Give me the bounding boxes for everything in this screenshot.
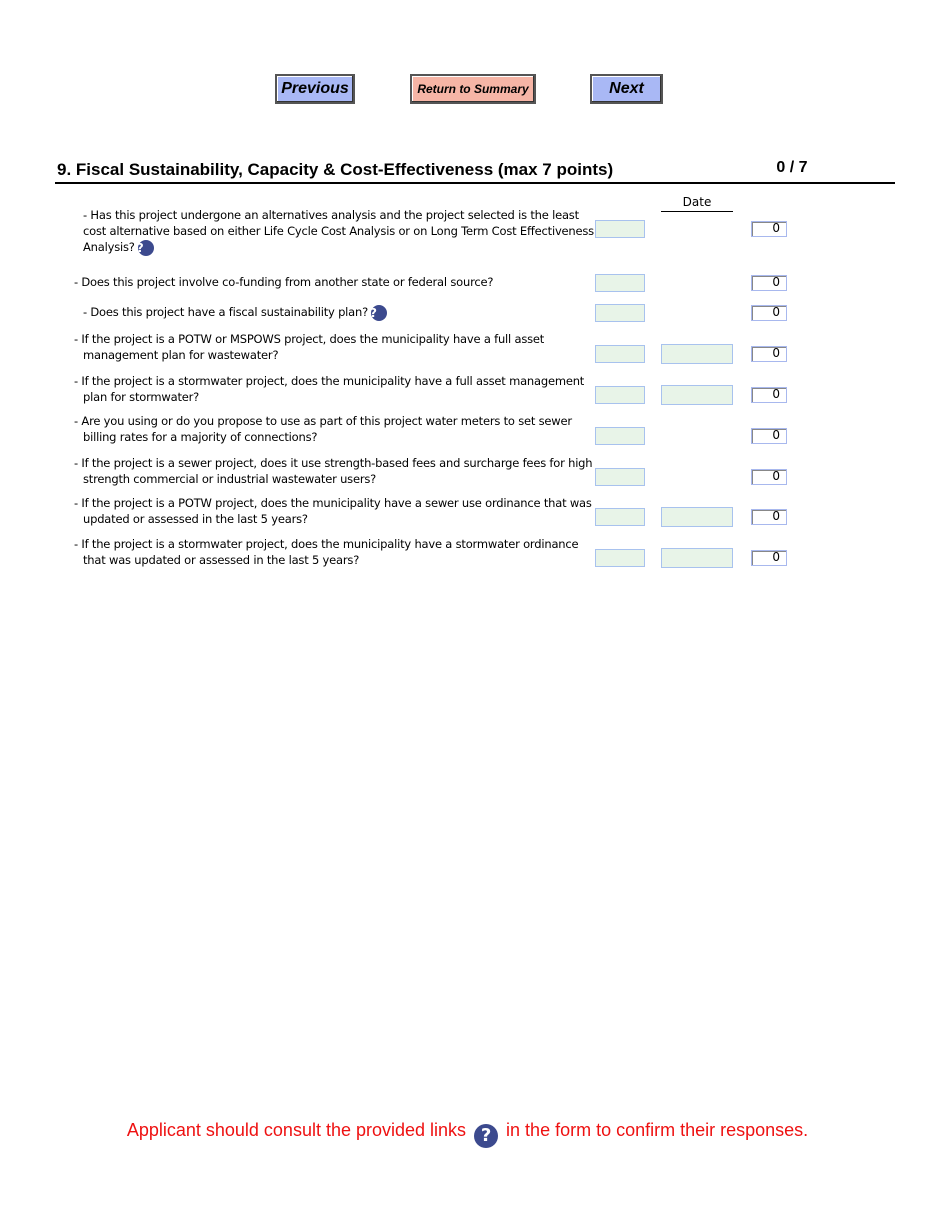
date-input-9[interactable] — [661, 548, 733, 568]
answer-input-3[interactable] — [595, 304, 645, 322]
score-field-8: 0 — [751, 509, 787, 525]
score-field-1: 0 — [751, 221, 787, 237]
title-divider — [55, 182, 895, 184]
answer-input-7[interactable] — [595, 468, 645, 486]
score-field-4: 0 — [751, 346, 787, 362]
return-to-summary-button[interactable]: Return to Summary — [410, 74, 536, 104]
score-field-2: 0 — [751, 275, 787, 291]
score-field-9: 0 — [751, 550, 787, 566]
question-text: - If the project is a POTW or MSPOWS project, does the municipality have a full asset management plan for wastewater? — [74, 332, 545, 362]
question-text: - Has this project undergone an alternatives analysis and the project selected is the least cost alternative based on either Life Cycle Cost Analysis or on Long Term Cost Effectiveness Analysis? — [83, 208, 594, 254]
question-6 — [74, 413, 594, 445]
question-text: - If the project is a POTW project, does the municipality have a sewer use ordinance that was updated or assessed in the last 5 years? — [74, 496, 592, 526]
footer-note-after: in the form to confirm their responses. — [506, 1120, 809, 1140]
question-1 — [74, 207, 603, 256]
question-3 — [74, 304, 603, 321]
footer-note — [0, 1120, 935, 1148]
help-icon[interactable]: ? — [138, 240, 154, 256]
answer-input-5[interactable] — [595, 386, 645, 404]
previous-button[interactable]: Previous — [275, 74, 355, 104]
date-input-8[interactable] — [661, 507, 733, 527]
question-text: - Does this project have a fiscal sustainability plan? — [83, 305, 369, 319]
score-field-6: 0 — [751, 428, 787, 444]
answer-input-1[interactable] — [595, 220, 645, 238]
answer-input-9[interactable] — [595, 549, 645, 567]
section-score: 0 / 7 — [776, 159, 808, 176]
help-icon: ? — [474, 1124, 498, 1148]
footer-note-before: Applicant should consult the provided links — [126, 1120, 467, 1140]
score-field-7: 0 — [751, 469, 787, 485]
score-field-3: 0 — [751, 305, 787, 321]
score-field-5: 0 — [751, 387, 787, 403]
next-button[interactable]: Next — [590, 74, 663, 104]
question-text: - Does this project involve co-funding from another state or federal source? — [74, 275, 494, 289]
date-input-4[interactable] — [661, 344, 733, 364]
question-9 — [74, 536, 594, 568]
question-text: - Are you using or do you propose to use as part of this project water meters to set sewer billing rates for a majority of connections? — [74, 414, 572, 444]
help-icon[interactable]: ? — [371, 305, 387, 321]
answer-input-8[interactable] — [595, 508, 645, 526]
section-title: 9. Fiscal Sustainability, Capacity & Cost-Effectiveness (max 7 points) — [57, 160, 614, 179]
question-7 — [74, 455, 594, 487]
date-input-5[interactable] — [661, 385, 733, 405]
question-8 — [74, 495, 594, 527]
question-text: - If the project is a sewer project, does it use strength-based fees and surcharge fees for high strength commercial or industrial wastewater users? — [74, 456, 593, 486]
question-2 — [74, 274, 594, 290]
question-4 — [74, 331, 594, 363]
question-text: - If the project is a stormwater project, does the municipality have a full asset management plan for stormwater? — [74, 374, 585, 404]
answer-input-4[interactable] — [595, 345, 645, 363]
answer-input-2[interactable] — [595, 274, 645, 292]
question-5 — [74, 373, 594, 405]
answer-input-6[interactable] — [595, 427, 645, 445]
question-text: - If the project is a stormwater project, does the municipality have a stormwater ordinance that was updated or assessed in the last 5 years? — [74, 537, 579, 567]
date-column-header: Date — [661, 195, 733, 212]
